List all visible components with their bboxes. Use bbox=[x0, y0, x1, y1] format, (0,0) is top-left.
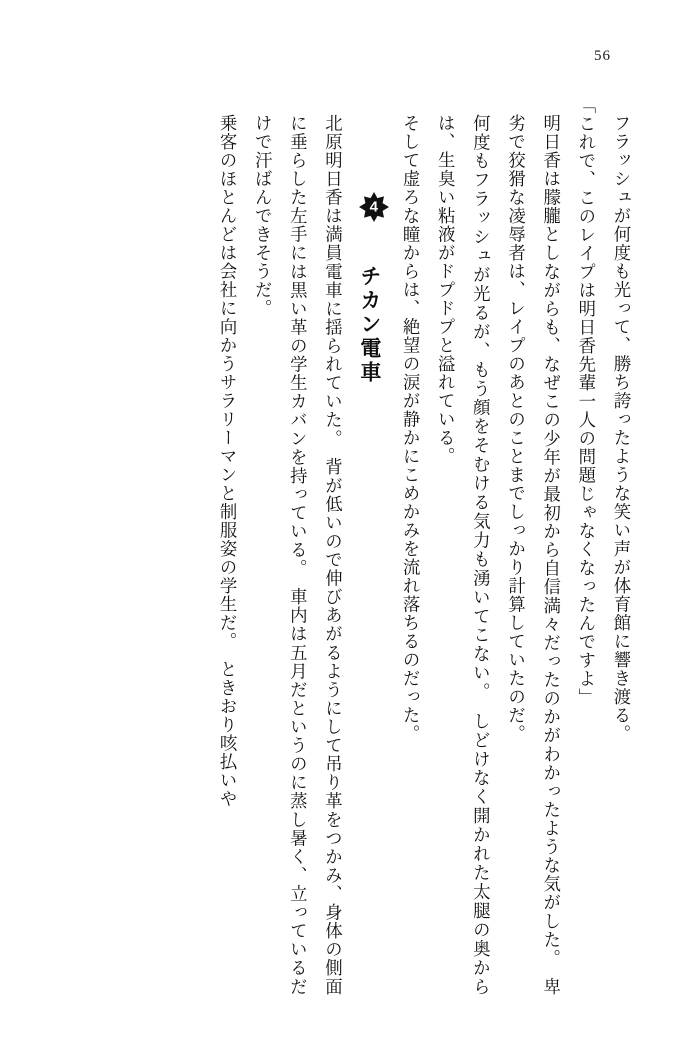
paragraph: 乗客のほとんどは会社に向かうサラリーマンと制服姿の学生だ。 ときおり咳払いや bbox=[216, 114, 237, 809]
paragraph: フラッシュが何度も光って、勝ち誇ったような笑い声が体育館に響き渡る。 bbox=[610, 114, 630, 743]
paragraph-dialogue: 「これで、このレイプは明日香先輩一人の問題じゃなくなったんですよ」 bbox=[574, 96, 595, 707]
chapter-title: チカン電車 bbox=[357, 265, 382, 386]
paragraph: そして虚ろな瞳からは、絶望の涙が静かにこめかみを流れ落ちるのだった。 bbox=[399, 114, 420, 743]
page-body-text bbox=[56, 96, 637, 996]
paragraph: 北原明日香は満員電車に揺られていた。 背が低いので伸びあがるようにして吊り革をつかみ、身体の側面に垂らした左手には黒い革の学生カバンを持っている。 車内は五月だというのに蒸し暑く、立っているだけで汗ばんできそうだ。 bbox=[251, 114, 342, 996]
paragraph: 明日香は朦朧としながらも、なぜこの少年が最初から自信満々だったのかがわかったような気がした。 卑劣で狡猾な凌辱者は、レイプのあとのことまでしっかり計算していたのだ。 bbox=[504, 114, 560, 996]
paragraph: 何度もフラッシュが光るが、もう顔をそむける気力も湧いてこない。 しどけなく開かれた太腿の奥からは、生臭い粘液がドプドプと溢れている。 bbox=[434, 114, 490, 996]
star-burst-icon bbox=[359, 192, 389, 222]
chapter-heading bbox=[349, 192, 391, 385]
page-number: 56 bbox=[594, 48, 611, 64]
chapter-number: 4 bbox=[369, 198, 380, 216]
